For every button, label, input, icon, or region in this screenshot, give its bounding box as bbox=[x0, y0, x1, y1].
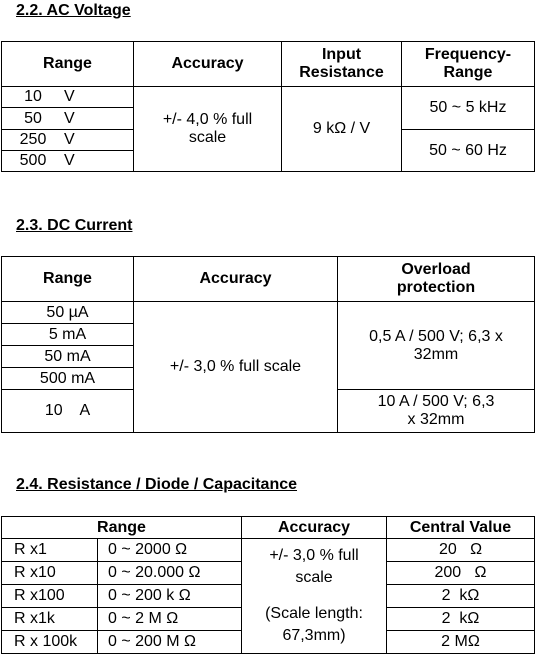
res-range-cell: 0 ~ 20.000 Ω bbox=[98, 562, 242, 585]
ac-frequency-value: 50 ~ 60 Hz bbox=[429, 141, 507, 159]
dc-header-range: Range bbox=[2, 257, 134, 302]
ac-header-accuracy: Accuracy bbox=[134, 42, 282, 87]
dc-protection-cell bbox=[338, 390, 535, 433]
res-multiplier-cell: R x1 bbox=[2, 539, 98, 562]
dc-accuracy-cell bbox=[134, 302, 338, 433]
res-central-cell: 2 kΩ bbox=[387, 585, 535, 608]
res-header-range: Range bbox=[2, 517, 242, 539]
ac-range-unit: V bbox=[64, 131, 75, 148]
dc-range-cell: 50 mA bbox=[2, 346, 134, 368]
res-central-cell: 200 Ω bbox=[387, 562, 535, 585]
ac-range-cell bbox=[2, 108, 134, 130]
res-header-central-value: Central Value bbox=[387, 517, 535, 539]
section-heading-ac-voltage: 2.2. AC Voltage bbox=[16, 2, 131, 19]
dc-accuracy: +/- 3,0 % full scale bbox=[169, 358, 302, 375]
ac-input-resistance-cell bbox=[282, 87, 402, 172]
res-accuracy-cell bbox=[242, 539, 387, 654]
ac-input-resistance: 9 kΩ / V bbox=[312, 120, 371, 137]
dc-protection-value: 10 A / 500 V; 6,3 x 32mm bbox=[377, 393, 495, 428]
dc-header-overload-label: Overload protection bbox=[396, 261, 476, 296]
ac-voltage-table bbox=[1, 41, 535, 172]
res-range-cell: 0 ~ 2 M Ω bbox=[98, 608, 242, 631]
ac-frequency-cell bbox=[402, 130, 535, 172]
section-heading-resistance: 2.4. Resistance / Diode / Capacitance bbox=[16, 476, 298, 493]
res-central-cell: 2 MΩ bbox=[387, 631, 535, 654]
ac-range-value: 50 bbox=[24, 109, 42, 127]
ac-range-cell bbox=[2, 87, 134, 108]
ac-range-unit: V bbox=[64, 152, 75, 169]
ac-header-input-resistance: Input Resistance bbox=[282, 42, 402, 87]
res-header-accuracy: Accuracy bbox=[242, 517, 387, 539]
ac-frequency-cell bbox=[402, 87, 535, 130]
res-range-cell: 0 ~ 200 M Ω bbox=[98, 631, 242, 654]
ac-range-cell bbox=[2, 151, 134, 172]
res-accuracy-note: (Scale length: 67,3mm) bbox=[265, 605, 363, 644]
dc-current-table bbox=[1, 256, 535, 433]
ac-range-value: 10 bbox=[24, 88, 42, 105]
resistance-table bbox=[1, 516, 535, 654]
res-multiplier-cell: R x 100k bbox=[2, 631, 98, 654]
dc-header-overload-protection bbox=[338, 257, 535, 302]
dc-protection-cell bbox=[338, 302, 535, 390]
ac-range-value: 500 bbox=[19, 152, 47, 169]
dc-range-cell: 500 mA bbox=[2, 368, 134, 390]
dc-header-accuracy: Accuracy bbox=[134, 257, 338, 302]
dc-range-cell: 10 A bbox=[2, 390, 134, 433]
res-central-cell: 2 kΩ bbox=[387, 608, 535, 631]
ac-accuracy-cell bbox=[134, 87, 282, 172]
res-range-cell: 0 ~ 2000 Ω bbox=[98, 539, 242, 562]
res-multiplier-cell: R x1k bbox=[2, 608, 98, 631]
res-central-cell: 20 Ω bbox=[387, 539, 535, 562]
ac-header-frequency-range: Frequency-Range bbox=[402, 42, 535, 87]
res-accuracy: +/- 3,0 % full scale bbox=[269, 547, 359, 586]
dc-protection-value: 0,5 A / 500 V; 6,3 x 32mm bbox=[369, 327, 503, 363]
res-multiplier-cell: R x10 bbox=[2, 562, 98, 585]
ac-accuracy: +/- 4,0 % full scale bbox=[162, 111, 253, 146]
ac-frequency-value: 50 ~ 5 kHz bbox=[429, 99, 507, 116]
ac-header-range: Range bbox=[2, 42, 134, 87]
res-range-cell: 0 ~ 200 k Ω bbox=[98, 585, 242, 608]
ac-range-value: 250 bbox=[19, 131, 47, 148]
dc-range-cell: 5 mA bbox=[2, 324, 134, 346]
ac-range-unit: V bbox=[64, 88, 75, 105]
ac-range-unit: V bbox=[64, 109, 75, 127]
section-heading-dc-current: 2.3. DC Current bbox=[16, 217, 133, 234]
dc-range-cell: 50 µA bbox=[2, 302, 134, 324]
res-multiplier-cell: R x100 bbox=[2, 585, 98, 608]
ac-range-cell bbox=[2, 130, 134, 151]
